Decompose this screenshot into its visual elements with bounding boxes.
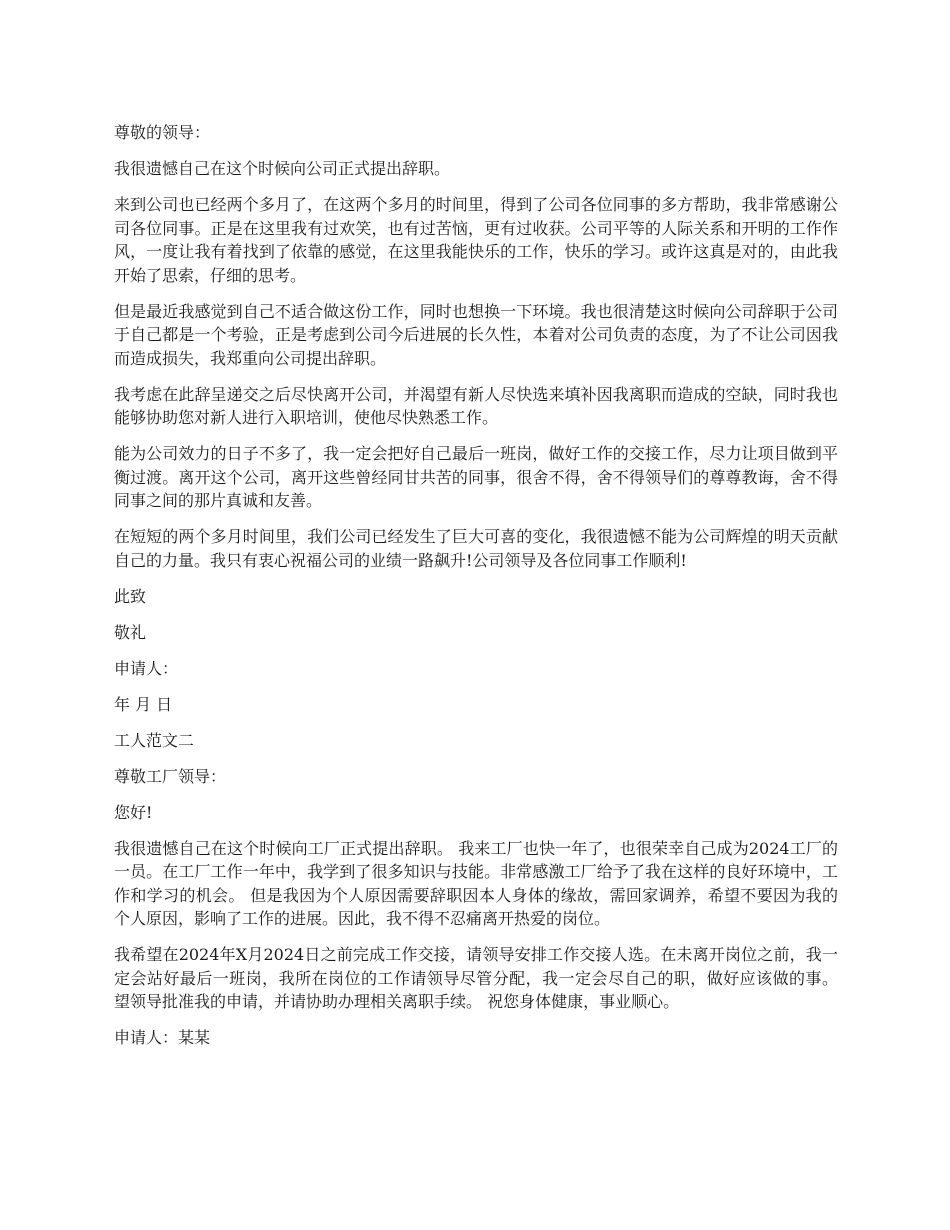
date-line: 年 月 日: [114, 694, 173, 714]
paragraph: 来到公司也已经两个多月了，在这两个多月的时间里，得到了公司各位同事的多方帮助，我非常感谢公司各位同事。正是在这里我有过欢笑，也有过苦恼，更有过收获。公司平等的人际关系和开明的工作作风，一度让我有着找到了依靠的感觉，在这里我能快乐的工作，快乐的学习。或许这真是对的，由此我开始了思索，仔细的思考。: [114, 195, 838, 285]
paragraph: 我很遗憾自己在这个时候向公司正式提出辞职。: [114, 159, 451, 178]
salutation: 尊敬的领导：: [114, 123, 211, 142]
closing-line: 敬礼: [114, 622, 147, 642]
applicant-line: 申请人：某某: [114, 1028, 211, 1047]
section-title: 工人范文二: [114, 730, 195, 750]
document-body: [114, 121, 838, 1062]
paragraph: 能为公司效力的日子不多了，我一定会把好自己最后一班岗，做好工作的交接工作，尽力让项目做到平衡过渡。离开这个公司，离开这些曾经同甘共苦的同事，很舍不得，舍不得领导们的尊尊教诲，舍不得同事之间的那片真诚和友善。: [114, 444, 838, 510]
applicant-line: 申请人：: [114, 658, 179, 678]
paragraph: 我希望在2024年X月2024日之前完成工作交接，请领导安排工作交接人选。在未离开岗位之前，我一定会站好最后一班岗，我所在岗位的工作请领导尽管分配，我一定会尽自己的职，做好应该做的事。 望领导批准我的申请，并请协助办理相关离职手续。 祝您身体健康，事业顺心。: [114, 945, 838, 1011]
paragraph: 我考虑在此辞呈递交之后尽快离开公司，并渴望有新人尽快选来填补因我离职而造成的空缺，同时我也能够协助您对新人进行入职培训，使他尽快熟悉工作。: [114, 384, 838, 427]
greeting: 您好!: [114, 802, 153, 822]
salutation: 尊敬工厂领导：: [114, 766, 227, 786]
paragraph: 在短短的两个多月时间里，我们公司已经发生了巨大可喜的变化，我很遗憾不能为公司辉煌的明天贡献自己的力量。我只有衷心祝福公司的业绩一路飙升!公司领导及各位同事工作顺利!: [114, 527, 838, 570]
closing-line: 此致: [114, 586, 147, 606]
paragraph: 但是最近我感觉到自己不适合做这份工作，同时也想换一下环境。我也很清楚这时候向公司辞职于公司于自己都是一个考验，正是考虑到公司今后进展的长久性，本着对公司负责的态度，为了不让公司因我而造成损失，我郑重向公司提出辞职。: [114, 301, 838, 368]
paragraph: 我很遗憾自己在这个时候向工厂正式提出辞职。 我来工厂也快一年了，也很荣幸自己成为2024工厂的一员。在工厂工作一年中，我学到了很多知识与技能。非常感激工厂给予了我在这样的良好环境中，工作和学习的机会。 但是我因为个人原因需要辞职因本人身体的缘故，需回家调养，希望不要因为我的个人原因，影响了工作的进展。因此，我不得不忍痛离开热爱的岗位。: [114, 838, 838, 928]
